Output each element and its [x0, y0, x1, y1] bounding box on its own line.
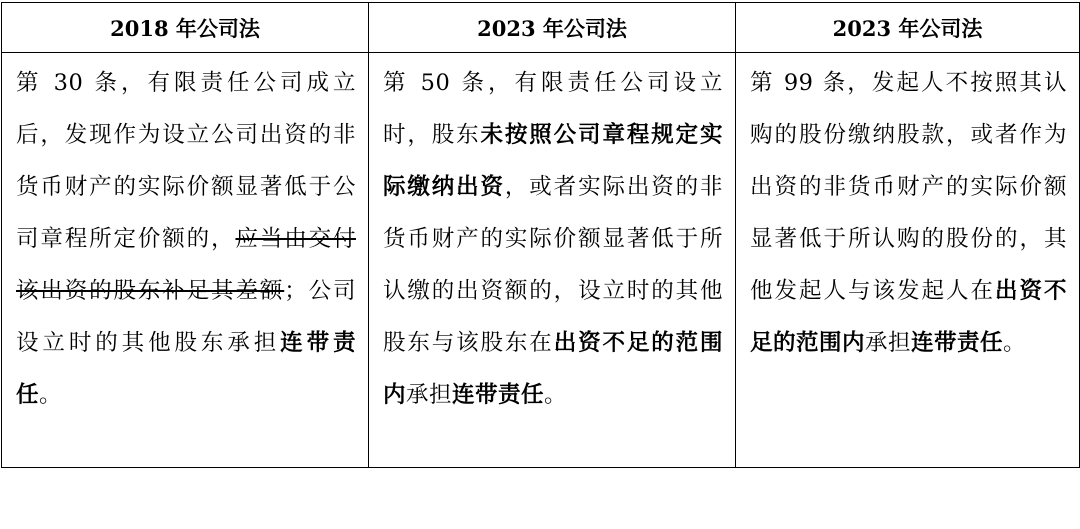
column-header-2018: 2018 年公司法: [2, 3, 369, 53]
cell-2023-article-50: [369, 53, 736, 468]
text-segment: 承担: [406, 382, 453, 408]
bold-text-segment: 出资不足的范围内: [383, 330, 723, 408]
text-segment: ，或者实际出资的非货币财产的实际价额显著低于所认缴的出资额的，设立时的其他股东与该股东在: [383, 174, 723, 356]
article-text: [736, 53, 1079, 369]
content-row: [2, 53, 1080, 468]
law-comparison-table: [1, 2, 1080, 468]
text-segment: 。: [39, 382, 63, 408]
text-segment: 第 50 条，有限责任公司设立时，股东: [383, 70, 723, 148]
column-header-2023-a: 2023 年公司法: [369, 3, 736, 53]
text-segment: 第 99 条，发起人不按照其认购的股份缴纳股款，或者作为出资的非货币财产的实际价额显著低于所认购的股份的，其他发起人与该发起人在: [750, 70, 1067, 304]
text-segment: 承担: [865, 330, 912, 356]
struck-text-segment: 应当由交付该出资的股东补足其差额: [16, 226, 356, 304]
bold-text-segment: 未按照公司章程规定实际缴纳出资: [383, 122, 723, 200]
cell-2018-article-30: [2, 53, 369, 468]
column-header-2023-b: 2023 年公司法: [736, 3, 1080, 53]
bold-text-segment: 连带责任: [911, 330, 1004, 356]
cell-2023-article-99: [736, 53, 1080, 468]
bold-text-segment: 连带责任: [452, 382, 545, 408]
bold-text-segment: 出资不足的范围内: [750, 278, 1067, 356]
text-segment: ；公司设立时的其他股东承担: [16, 278, 356, 356]
text-segment: 第 30 条，有限责任公司成立后，发现作为设立公司出资的非货币财产的实际价额显著低于公司章程所定价额的，: [16, 70, 356, 252]
bold-text-segment: 连带责任: [16, 330, 356, 408]
header-row: [2, 3, 1080, 53]
text-segment: 。: [1003, 330, 1027, 356]
text-segment: 。: [544, 382, 568, 408]
article-text: [2, 53, 368, 421]
article-text: [369, 53, 735, 421]
